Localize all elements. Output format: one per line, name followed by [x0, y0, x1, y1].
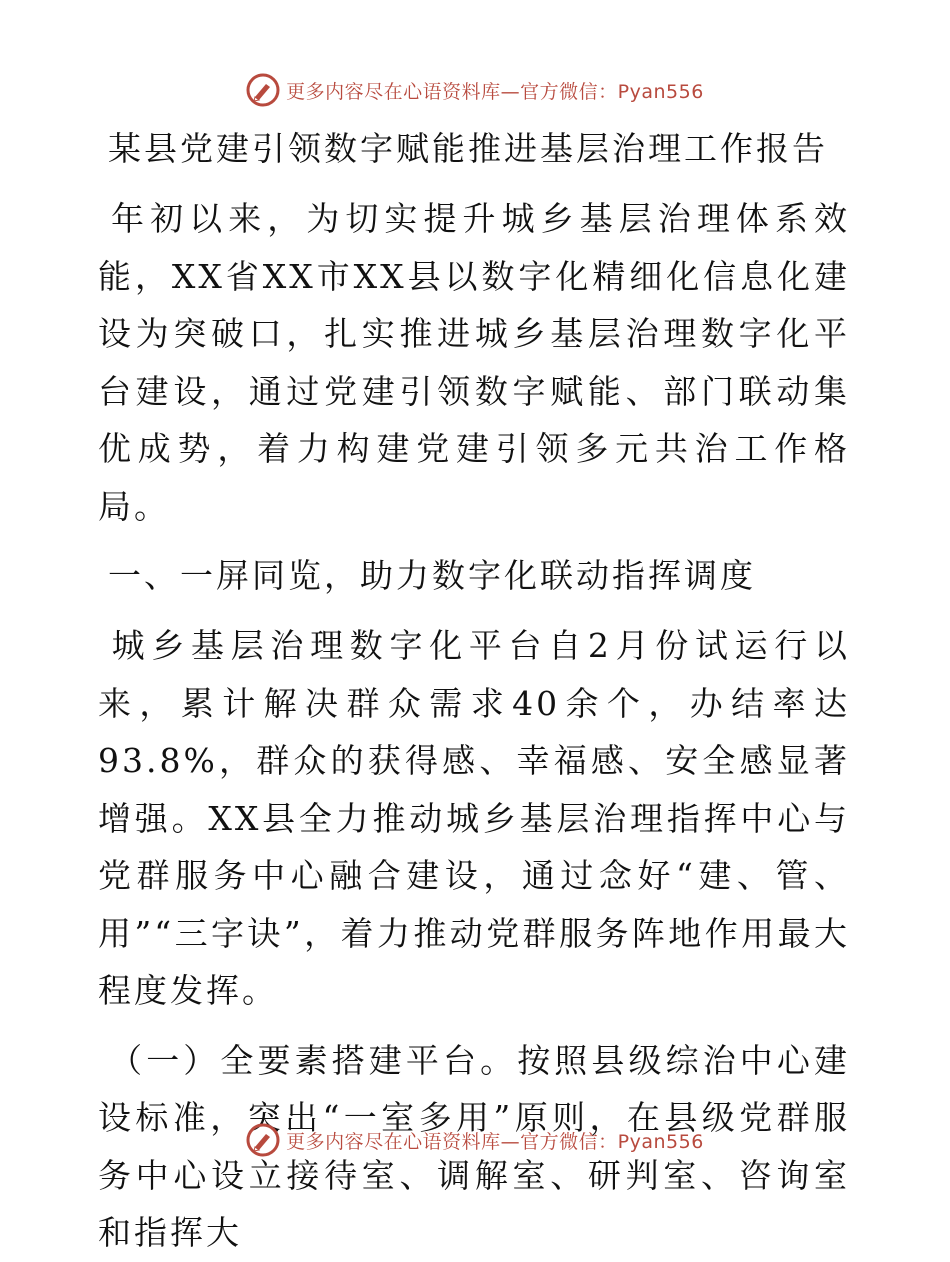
document-body	[98, 118, 850, 1262]
section-1-paragraph	[98, 617, 850, 1020]
document-title: 某县党建引领数字赋能推进基层治理工作报告	[108, 129, 828, 168]
intro-paragraph	[98, 190, 850, 535]
header-watermark-banner	[0, 72, 950, 108]
footer-watermark-text: 更多内容尽在心语资料库—官方微信：Pyan556	[286, 1130, 704, 1153]
section-1-paragraph-text: 城乡基层治理数字化平台自2月份试运行以来，累计解决群众需求40余个，办结率达93.8%，群众的获得感、幸福感、安全感显著增强。XX县全力推动城乡基层治理指挥中心与党群服务中心融合建设，通过念好“建、管、用”“三字诀”，着力推动党群服务阵地作用最大程度发挥。	[98, 626, 850, 1010]
subsection-1-paragraph-text: （一）全要素搭建平台。按照县级综治中心建设标准，突出“一室多用”原则，在县级党群服务中心设立接待室、调解室、研判室、咨询室和指挥大	[98, 1040, 850, 1252]
pen-circle-logo-icon	[246, 1123, 280, 1157]
footer-watermark-banner	[0, 1122, 950, 1158]
intro-paragraph-text: 年初以来，为切实提升城乡基层治理体系效能，XX省XX市XX县以数字化精细化信息化建设为突破口，扎实推进城乡基层治理数字化平台建设，通过党建引领数字赋能、部门联动集优成势，着力构建党建引领多元共治工作格局。	[98, 199, 850, 526]
pen-circle-logo-icon	[246, 73, 280, 107]
section-1-heading: 一、一屏同览，助力数字化联动指挥调度	[108, 556, 756, 595]
header-watermark-text: 更多内容尽在心语资料库—官方微信：Pyan556	[286, 80, 704, 103]
